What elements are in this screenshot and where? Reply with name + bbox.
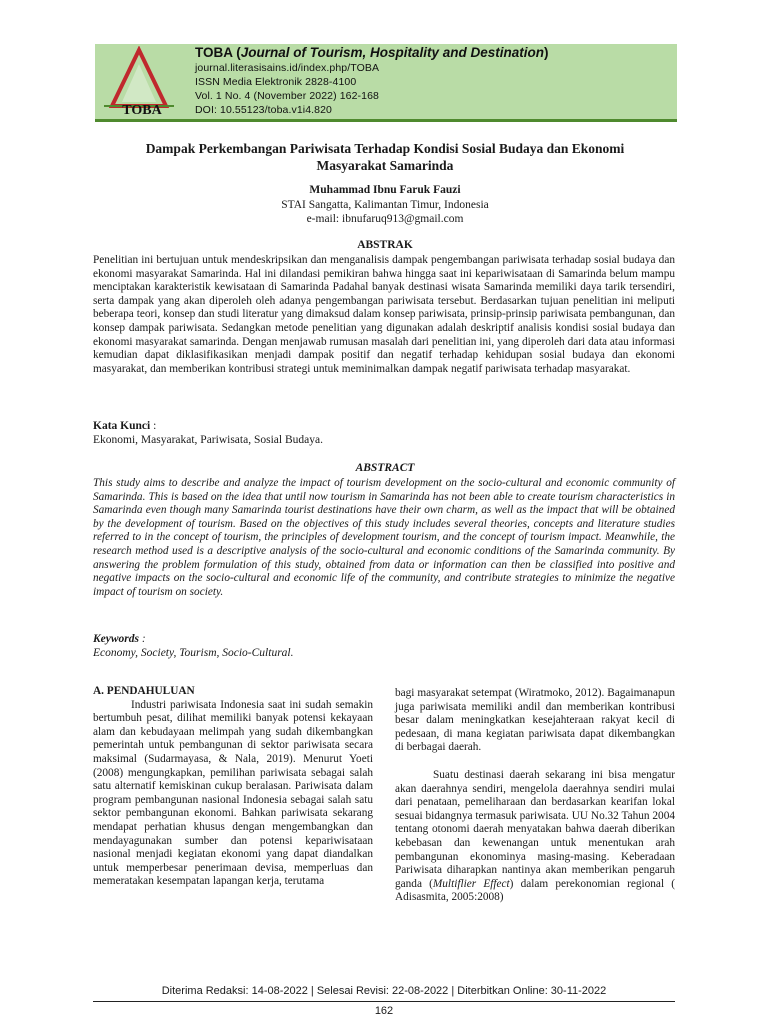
journal-title: TOBA (Journal of Tourism, Hospitality and Destination) <box>195 45 549 60</box>
journal-full-name: Journal of Tourism, Hospitality and Destination <box>240 45 545 60</box>
body-right-column <box>395 687 675 905</box>
journal-issn: ISSN Media Elektronik 2828-4100 <box>195 76 357 88</box>
footer-divider <box>93 1001 675 1002</box>
multiplier-effect-term: Multiflier Effect <box>432 877 510 890</box>
journal-url[interactable]: journal.literasisains.id/index.php/TOBA <box>195 62 380 74</box>
journal-name: TOBA <box>195 45 233 60</box>
logo-text: TOBA <box>122 103 162 118</box>
right-paragraph-2-a: Suatu destinasi daerah sekarang ini bisa mengatur akan daerahnya sendiri, mengelola daerahnya sendiri mulai dari penataan, pemeliharaan dan berdasarkan kearifan lokal sesuai bidangnya termasuk pariwisata. UU No.32 Tahun 2004 tentang otonomi daerah menyatakan bahwa daerah diberikan kebebasan dan kewenangan untuk menentukan arah pembangunan ekonominya masing-masing. Keberadaan Pariwisata diharapkan nantinya akan memberikan pengaruh ganda ( <box>395 768 675 890</box>
abstract-text: This study aims to describe and analyze the impact of tourism development on the socio-cultural and economic community of Samarinda. This is based on the idea that until now tourism in Samarinda has not been able to create tourism characteristics in Samarinda even though many Samarinda tourist destinations have their own charm, as well as the impact that will be obtained by the development of tourism. Based on the objectives of this study includes several theories, concepts and literature studies referred to in the concept of tourism, the principles of development tourism, and the concept of tourism impact. Meanwhile, the research method used is a descriptive analysis of the socio-cultural and economic conditions of the Samarinda community. By answering the problem formulation of this study, obtained from data or information can then be classified into positive and negative impacts on the socio-cultural and economic life of the community, and contribute strategies to minimize the negative impact of tourism on society. <box>93 477 675 598</box>
abstract-heading: ABSTRACT <box>355 462 415 474</box>
kata-kunci-label-text: Kata Kunci <box>93 420 151 432</box>
kata-kunci-values: Ekonomi, Masyarakat, Pariwisata, Sosial Budaya. <box>93 434 323 446</box>
journal-doi[interactable]: DOI: 10.55123/toba.v1i4.820 <box>195 104 332 116</box>
right-paragraph-1: bagi masyarakat setempat (Wiratmoko, 2012). Bagaimanapun juga pariwisata memiliki andil dan memberikan kontribusi besar dalam meningkatkan kesejahteraan rakyat kecil di pedesaan, di mana kegiatan pariwisata dapat dikembangkan di berbagai daerah. <box>395 687 675 754</box>
kata-kunci-label <box>93 420 156 432</box>
page-number: 162 <box>374 1005 394 1017</box>
publication-dates: Diterima Redaksi: 14-08-2022 | Selesai Revisi: 22-08-2022 | Diterbitkan Online: 30-11-2022 <box>161 985 607 997</box>
article-title <box>100 140 670 174</box>
abstrak-heading: ABSTRAK <box>357 239 413 251</box>
keywords-separator: : <box>139 633 146 645</box>
author-email[interactable]: e-mail: ibnufaruq913@gmail.com <box>306 213 464 225</box>
keywords-values: Economy, Society, Tourism, Socio-Cultural. <box>93 647 294 659</box>
kata-kunci-separator: : <box>150 420 157 432</box>
right-paragraph-2-b: ) dalam perekonomian regional ( Adisasmita, 2005:2008) <box>395 877 675 904</box>
keywords-label-text: Keywords <box>93 633 139 645</box>
article-title-line2: Masyarakat Samarinda <box>316 158 454 173</box>
journal-volume: Vol. 1 No. 4 (November 2022) 162-168 <box>195 90 379 102</box>
author-name: Muhammad Ibnu Faruk Fauzi <box>309 184 461 196</box>
author-affiliation: STAI Sangatta, Kalimantan Timur, Indonesia <box>281 199 489 211</box>
abstrak-text: Penelitian ini bertujuan untuk mendeskripsikan dan menganalisis dampak pengembangan pariwisata terhadap sosial budaya dan ekonomi masyarakat Samarinda. Hal ini dilandasi pemikiran bahwa hingga saat ini kepariwisataan di Samarinda belum mampu menciptakan karakteristik kewisataan di Samarinda Padahal banyak destinasi wisata Samarinda memiliki daya tarik tersendiri, serta dampak yang akan diperoleh oleh adanya pengembangan pariwisata tersebut. Berdasarkan tujuan penelitian ini meliputi beberapa teori, konsep dan studi literatur yang dimaksud dalam konsep pariwisata, prinsip-prinsip pariwisata pembangunan, dan konsep dampak pariwisata. Sedangkan metode penelitian yang digunakan adalah deskriptif analisis kondisi sosial budaya dan ekonomi masyarakat samarinda. Dengan menjawab rumusan masalah dari penelitian ini, yang diperoleh dari data atau informasi kemudian dapat diklasifikasikan menjadi dampak positif dan negatif terhadap kehidupan sosial budaya dan ekonomi masyarakat, dan memberikan kontribusi strategi untuk meminimalkan dampak negatif pariwisata terhadap masyarakat. <box>93 254 675 375</box>
keywords-label <box>93 633 146 645</box>
section-heading-pendahuluan: A. PENDAHULUAN <box>93 685 195 697</box>
article-title-line1: Dampak Perkembangan Pariwisata Terhadap Kondisi Sosial Budaya dan Ekonomi <box>145 141 625 156</box>
body-left-column <box>93 685 373 889</box>
left-paragraph-1: Industri pariwisata Indonesia saat ini sudah semakin bertumbuh pesat, dilihat memiliki banyak potensi kekayaan alam dan kebudayaan melimpah yang sudah dikembangkan pemerintah untuk pembangunan di sektor pariwisata secara maksimal (Sudarmayasa, & Nala, 2019). Menurut Yoeti (2008) mengungkapkan, pemilihan pariwisata sebagai salah satu alternatif kemiskinan cukup beralasan. Pariwisata dalam program pembangunan nasional Indonesia sebagai salah satu sektor pembangunan ekonomi. Bahkan pariwisata sekarang mendapat perhatian khusus dengan mengembangkan dan mendayagunakan sumber dan potensi kepariwisataan nasional menjadi kegiatan ekonomi yang dapat diandalkan untuk memperbesar penerimaan devisa, memperluas dan memeratakan kesempatan lapangan kerja, terutama <box>93 698 373 888</box>
toba-logo-icon <box>98 46 180 118</box>
right-paragraph-2 <box>395 769 675 905</box>
